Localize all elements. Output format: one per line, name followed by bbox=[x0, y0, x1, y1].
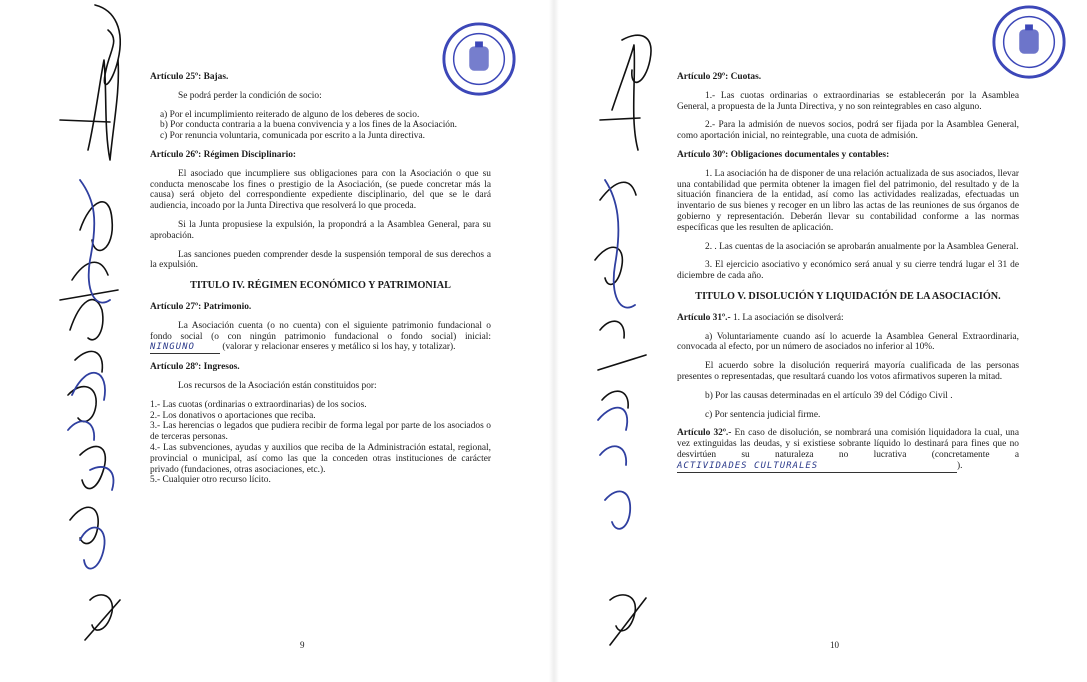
article-28-item-5: 5.- Cualquier otro recurso lícito. bbox=[150, 475, 271, 486]
article-32-text-before: En caso de disolución, se nombrará una comisión liquidadora la cual, una vez extinguidas las deudas, y si existiese sobrante líquido lo destinará para fines que no desvirtúen su naturaleza no lucrativa (concretamente a bbox=[677, 428, 1019, 460]
title-iv: TITULO IV. RÉGIMEN ECONÓMICO Y PATRIMONIAL bbox=[190, 280, 451, 292]
article-27-text-after: (valorar y relacionar enseres y metálico si los hay, y totalizar). bbox=[222, 342, 456, 353]
article-26-para-1: El asociado que incumpliere sus obligaciones para con la Asociación o que su conducta menoscabe los fines o prestigio de la Asociación, (se puede concretar más la causa) será objeto del correspondiente expediente disciplinario, del que se le dará audiencia, incoado por la Junta Directiva que resolverá lo que proceda. bbox=[150, 168, 491, 212]
article-29-para-2: 2.- Para la admisión de nuevos socios, podrá ser fijada por la Asamblea General, como aportación inicial, no reintegrable, una cuota de admisión. bbox=[677, 120, 1019, 142]
article-31-label: Artículo 31º.- bbox=[677, 312, 731, 323]
article-28-heading: Artículo 28º: Ingresos. bbox=[150, 362, 240, 373]
article-28-item-1: 1.- Las cuotas (ordinarias o extraordinarias) de los socios. bbox=[150, 399, 367, 410]
article-31-para-b: b) Por las causas determinadas en el artículo 39 del Código Civil . bbox=[705, 390, 953, 401]
article-31-para-a: a) Voluntariamente cuando así lo acuerde la Asamblea General Extraordinaria, convocada al efecto, por un número de asociados no inferior al 10%. bbox=[677, 331, 1019, 353]
article-27-para bbox=[150, 321, 491, 354]
article-32-para bbox=[677, 428, 1019, 472]
article-31-para-agreement: El acuerdo sobre la disolución requerirá mayoría cualificada de las personas presentes o representadas, que resultará cuando los votos afirmativos superen la mitad. bbox=[677, 361, 1019, 382]
article-30-para-1: 1. La asociación ha de disponer de una relación actualizada de sus asociados, llevar una contabilidad que permita obtener la imagen fiel del patrimonio, del resultado y de la situación financiera de la entidad, así como las actividades realizadas, efectuadas un inventario de sus bienes y recoger en un libro las actas de las reuniones de sus órganos de gobierno y representación. Deberán llevar su contabilidad conforme a las normas específicas que les resulten de aplicación. bbox=[677, 168, 1019, 233]
article-28-item-2: 2.- Los donativos o aportaciones que reciba. bbox=[150, 410, 316, 421]
article-29-para-1: 1.- Las cuotas ordinarias o extraordinarias se establecerán por la Asamblea General, a propuesta de la Junta Directiva, y no son reintegrables en caso alguno. bbox=[677, 90, 1019, 112]
article-28-item-4: 4.- Las subvenciones, ayudas y auxilios que reciba de la Administración estatal, regional, provincial o municipal, así como las que la conceden otras instituciones de carácter privado (fundaciones, otras asociaciones, etc.). bbox=[150, 442, 491, 475]
article-29-heading: Artículo 29º: Cuotas. bbox=[677, 72, 762, 82]
article-28-intro: Los recursos de la Asociación están constituidos por: bbox=[178, 380, 377, 391]
article-27-filled-blank bbox=[150, 342, 220, 354]
page-divider bbox=[549, 0, 559, 682]
left-page-content bbox=[150, 72, 491, 486]
article-31-text: 1. La asociación se disolverá: bbox=[730, 312, 844, 323]
article-25-item-b: b) Por conducta contraria a la buena convivencia y a los fines de la Asociación. bbox=[160, 120, 458, 131]
article-26-para-3: Las sanciones pueden comprender desde la suspensión temporal de sus derechos a la expulsión. bbox=[150, 249, 491, 271]
article-27-heading: Artículo 27º: Patrimonio. bbox=[150, 301, 252, 312]
article-31-heading bbox=[677, 313, 1019, 324]
article-27-text-before: La Asociación cuenta (o no cuenta) con el siguiente patrimonio fundacional o fondo social (o con ningún patrimonio fundacional o fondo social) inicial: bbox=[150, 320, 491, 342]
article-30-para-3: 3. El ejercicio asociativo y económico será anual y su cierre tendrá lugar el 31 de diciembre de cada año. bbox=[677, 260, 1019, 282]
page-number: 10 bbox=[830, 640, 839, 650]
article-32-label: Artículo 32º.- bbox=[677, 428, 732, 439]
left-signature-margin bbox=[0, 0, 140, 682]
article-26-heading: Artículo 26º: Régimen Disciplinario: bbox=[150, 149, 297, 160]
page-number: 9 bbox=[300, 640, 305, 650]
right-page bbox=[560, 0, 1087, 682]
article-30-heading: Artículo 30º: Obligaciones documentales y contables: bbox=[677, 149, 890, 160]
right-page-content bbox=[677, 72, 1019, 481]
article-32-filled-blank bbox=[677, 461, 957, 473]
article-27-handwritten-value: NINGUNO bbox=[150, 342, 195, 353]
article-25-intro: Se podrá perder la condición de socio: bbox=[178, 90, 322, 101]
article-32-text-after: ). bbox=[957, 460, 963, 471]
article-25-item-c: c) Por renuncia voluntaria, comunicada por escrito a la Junta directiva. bbox=[160, 131, 425, 142]
title-v: TITULO V. DISOLUCIÓN Y LIQUIDACIÓN DE LA ASOCIACIÓN. bbox=[695, 290, 1001, 302]
article-26-para-2: Si la Junta propusiese la expulsión, la propondrá a la Asamblea General, para su aprobación. bbox=[150, 219, 491, 241]
article-28-item-3: 3.- Las herencias o legados que pudiera recibir de forma legal por parte de los asociados o de terceras personas. bbox=[150, 421, 491, 443]
article-32-handwritten-value: ACTIVIDADES CULTURALES bbox=[677, 460, 819, 471]
article-30-para-2: 2. . Las cuentas de la asociación se aprobarán anualmente por la Asamblea General. bbox=[705, 241, 1019, 252]
article-31-para-c: c) Por sentencia judicial firme. bbox=[705, 409, 821, 420]
article-25-heading: Artículo 25º: Bajas. bbox=[150, 72, 229, 82]
article-25-item-a: a) Por el incumplimiento reiterado de alguno de los deberes de socio. bbox=[160, 109, 420, 120]
handwritten-signatures bbox=[0, 0, 140, 682]
official-seal-icon bbox=[990, 3, 1068, 81]
